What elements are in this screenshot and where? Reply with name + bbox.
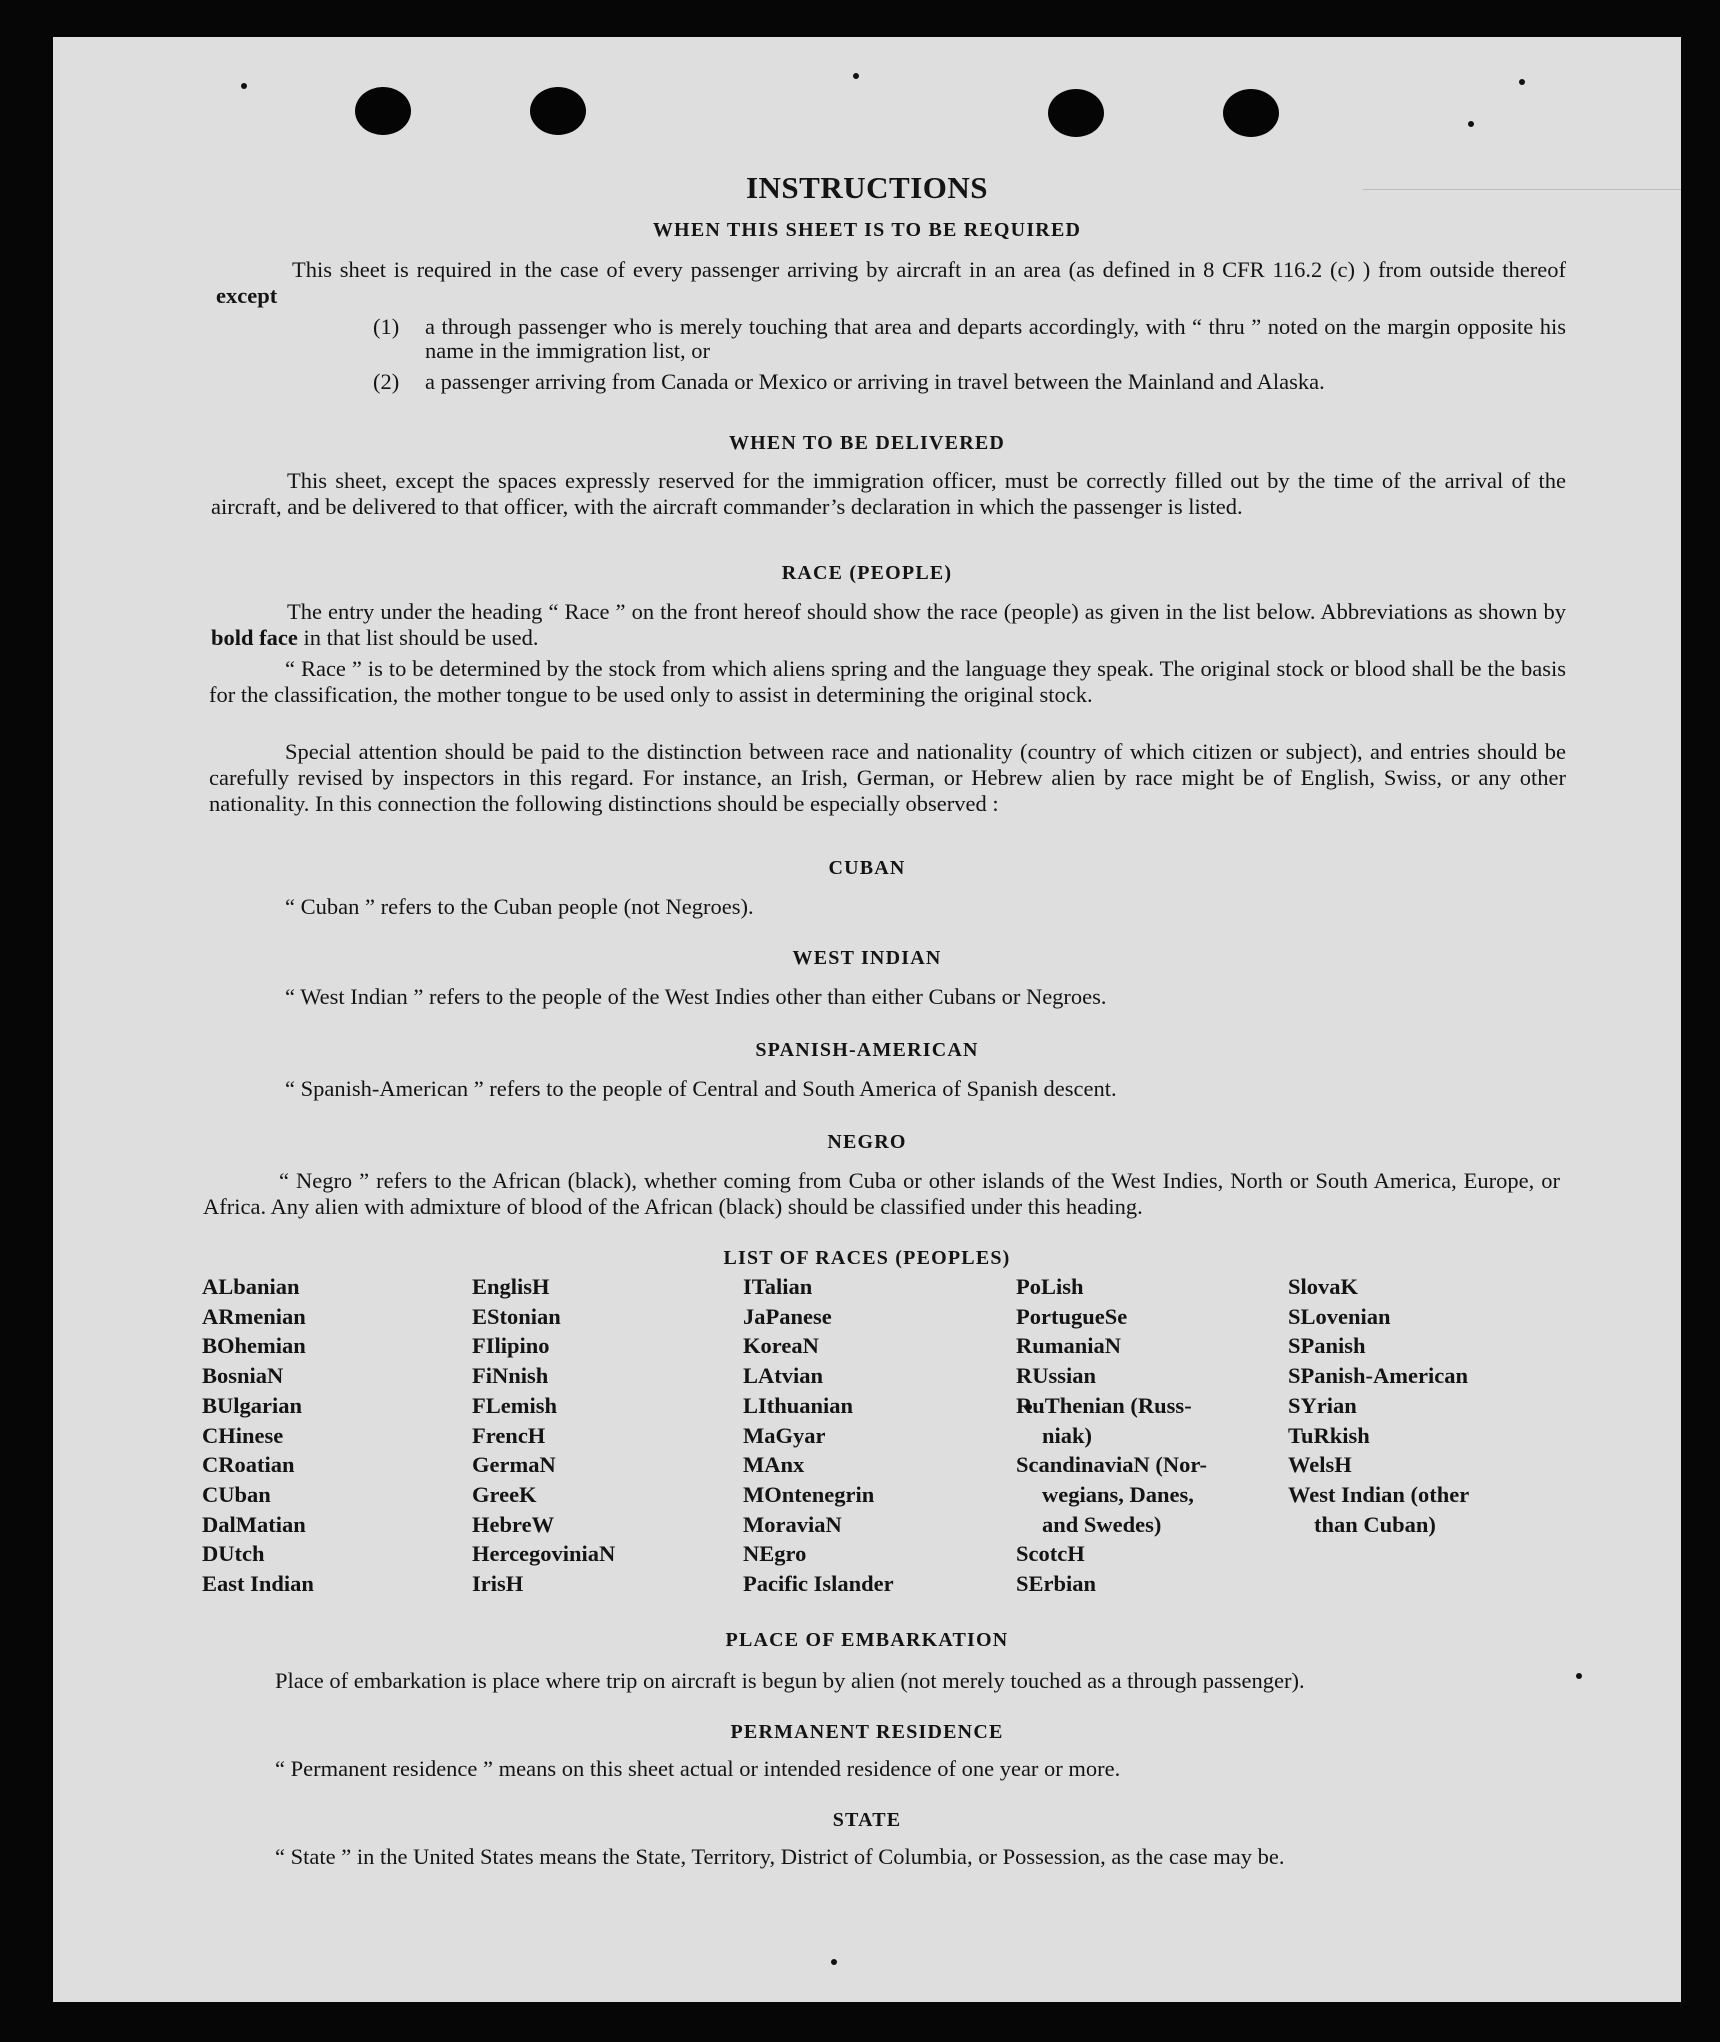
race-item: CRoatian bbox=[202, 1452, 295, 1478]
race-paragraph-1 bbox=[211, 599, 1566, 651]
cuban-definition: refers to the Cuban people (not Negroes). bbox=[380, 894, 754, 919]
heading-list-of-races: LIST OF RACES (PEOPLES) bbox=[723, 1247, 1011, 1269]
race-item: TuRkish bbox=[1288, 1422, 1370, 1448]
item-number: (2) bbox=[373, 369, 400, 394]
required-intro-except: except bbox=[216, 283, 278, 308]
race-item: FLemish bbox=[472, 1392, 558, 1418]
race-item: RUssian bbox=[1016, 1363, 1097, 1389]
negro-text: “ Negro ” refers to the African (black), whether coming from Cuba or other islands of the West Indies, North or South America, Europe, or Africa. Any alien with admixture of blood of the African (black) should be classified under this heading. bbox=[203, 1168, 1560, 1219]
instructions-content bbox=[53, 37, 1681, 2002]
race-item: NEgro bbox=[743, 1541, 807, 1567]
race-paragraph-3: Special attention should be paid to the distinction between race and nationality (country of which citizen or subject), and entries should be carefully revised by inspectors in this regard. For instance, an Irish, German, or Hebrew alien by race might be of English, Swiss, or any other nationality. In this connection the following distinctions should be especially observed : bbox=[209, 739, 1566, 816]
race-item: BOhemian bbox=[202, 1333, 306, 1359]
heading-spanish-american: SPANISH-AMERICAN bbox=[755, 1039, 979, 1061]
item-text: a through passenger who is merely touching that area and departs accordingly, with “ thru ” noted on the margin opposite his name in the immigration list, or bbox=[425, 314, 1566, 363]
page-title: INSTRUCTIONS bbox=[745, 170, 988, 205]
race-item: EStonian bbox=[472, 1303, 561, 1329]
race-item: MoraviaN bbox=[743, 1511, 842, 1537]
race-item: BUlgarian bbox=[202, 1392, 303, 1418]
race-item: BosniaN bbox=[202, 1363, 284, 1389]
race-item: MOntenegrin bbox=[743, 1481, 875, 1507]
race-item: West Indian (other bbox=[1288, 1481, 1470, 1507]
race-item: PoLish bbox=[1016, 1274, 1084, 1299]
race-item: ALbanian bbox=[202, 1274, 300, 1299]
spanish-american-text: “ Spanish-American ” refers to the people of Central and South America of Spanish descent. bbox=[285, 1076, 1117, 1101]
heading-embarkation: PLACE OF EMBARKATION bbox=[725, 1629, 1009, 1651]
race-item: RumaniaN bbox=[1016, 1333, 1122, 1359]
race-item: ITalian bbox=[743, 1274, 813, 1299]
heading-west-indian: WEST INDIAN bbox=[792, 947, 942, 969]
race-list-column-5 bbox=[1288, 1272, 1469, 1539]
heading-when-required: WHEN THIS SHEET IS TO BE REQUIRED bbox=[652, 219, 1082, 241]
race-p1-text: The entry under the heading “ Race ” on the front hereof should show the race (people) as given in the list below. Abbreviations as shown by bbox=[287, 599, 1566, 624]
race-item: ARmenian bbox=[202, 1303, 306, 1329]
race-list-column-3 bbox=[743, 1272, 894, 1599]
race-item: East Indian bbox=[202, 1571, 314, 1597]
delivered-text: This sheet, except the spaces expressly reserved for the immigration officer, must be correctly filled out by the time of the arrival of the aircraft, and be delivered to that officer, with the aircraft commander’s declaration in which the passenger is listed. bbox=[211, 468, 1566, 519]
race-item: GreeK bbox=[472, 1481, 537, 1507]
heading-permanent-residence: PERMANENT RESIDENCE bbox=[730, 1721, 1004, 1743]
race-item: CUban bbox=[202, 1481, 271, 1507]
race-item: SlovaK bbox=[1288, 1274, 1359, 1299]
race-item: ScotcH bbox=[1016, 1541, 1085, 1567]
heading-negro: NEGRO bbox=[827, 1131, 907, 1153]
race-item: LIthuanian bbox=[743, 1392, 854, 1418]
document-sheet bbox=[53, 37, 1681, 2002]
race-item: MaGyar bbox=[743, 1422, 826, 1448]
race-item: SLovenian bbox=[1288, 1303, 1391, 1329]
item-text: a passenger arriving from Canada or Mexico or arriving in travel between the Mainland and Alaska. bbox=[425, 369, 1325, 394]
race-item: SErbian bbox=[1016, 1571, 1097, 1597]
race-item: SPanish-American bbox=[1288, 1363, 1468, 1389]
race-paragraph-2: “ Race ” is to be determined by the stock from which aliens spring and the language they speak. The original stock or blood shall be the basis for the classification, the mother tongue to be used only to assist in determining the original stock. bbox=[209, 656, 1566, 707]
race-item: HebreW bbox=[472, 1511, 555, 1537]
race-item: IrisH bbox=[472, 1571, 524, 1597]
race-item: FrencH bbox=[472, 1422, 546, 1448]
race-item: Pacific Islander bbox=[743, 1571, 894, 1597]
race-item: MAnx bbox=[743, 1452, 805, 1478]
race-item: KoreaN bbox=[743, 1333, 819, 1359]
heading-race: RACE (PEOPLE) bbox=[781, 562, 953, 584]
west-indian-text: “ West Indian ” refers to the people of the West Indies other than either Cubans or Negroes. bbox=[285, 984, 1107, 1009]
race-item: LAtvian bbox=[743, 1363, 824, 1389]
race-list-column-1 bbox=[202, 1272, 314, 1599]
heading-cuban: CUBAN bbox=[828, 857, 906, 879]
race-item: RuThenian (Russ- bbox=[1016, 1392, 1192, 1418]
race-p1-bold: bold face bbox=[211, 625, 298, 650]
race-item-continued: niak) bbox=[1042, 1422, 1093, 1448]
embarkation-text: Place of embarkation is place where trip on aircraft is begun by alien (not merely touched as a through passenger). bbox=[275, 1668, 1305, 1693]
race-item: WelsH bbox=[1288, 1452, 1352, 1478]
race-item: HercegoviniaN bbox=[472, 1541, 616, 1567]
race-item: GermaN bbox=[472, 1452, 556, 1478]
race-item: FIlipino bbox=[472, 1333, 550, 1359]
race-item: PortugueSe bbox=[1016, 1303, 1128, 1329]
race-item-continued: and Swedes) bbox=[1042, 1511, 1162, 1537]
state-text: “ State ” in the United States means the State, Territory, District of Columbia, or Possession, as the case may be. bbox=[275, 1844, 1285, 1869]
race-item-continued: than Cuban) bbox=[1314, 1511, 1436, 1537]
cuban-text bbox=[209, 894, 1566, 920]
race-item: CHinese bbox=[202, 1422, 284, 1448]
required-intro-text: This sheet is required in the case of every passenger arriving by aircraft in an area (as defined in 8 CFR 116.2 (c) ) from outside thereof bbox=[292, 257, 1566, 282]
race-item-continued: wegians, Danes, bbox=[1042, 1481, 1194, 1507]
race-item: EnglisH bbox=[472, 1274, 550, 1299]
race-item: DUtch bbox=[202, 1541, 265, 1567]
race-list-column-2 bbox=[472, 1272, 615, 1599]
race-item: SYrian bbox=[1288, 1392, 1357, 1418]
race-item: FiNnish bbox=[472, 1363, 549, 1389]
heading-state: STATE bbox=[832, 1809, 902, 1831]
permanent-residence-text: “ Permanent residence ” means on this sheet actual or intended residence of one year or more. bbox=[275, 1756, 1121, 1781]
required-intro bbox=[216, 257, 1566, 309]
race-p1-text-end: in that list should be used. bbox=[297, 625, 539, 650]
required-item-1 bbox=[373, 315, 1566, 365]
heading-when-delivered: WHEN TO BE DELIVERED bbox=[728, 432, 1006, 454]
race-list-column-4 bbox=[1016, 1272, 1207, 1599]
race-item: DalMatian bbox=[202, 1511, 306, 1537]
required-item-2 bbox=[373, 370, 1566, 420]
race-item: ScandinaviaN (Nor- bbox=[1016, 1452, 1208, 1478]
item-number: (1) bbox=[373, 314, 400, 339]
cuban-term: “ Cuban ” bbox=[285, 894, 381, 919]
race-item: SPanish bbox=[1288, 1333, 1366, 1359]
race-item: JaPanese bbox=[743, 1303, 832, 1329]
